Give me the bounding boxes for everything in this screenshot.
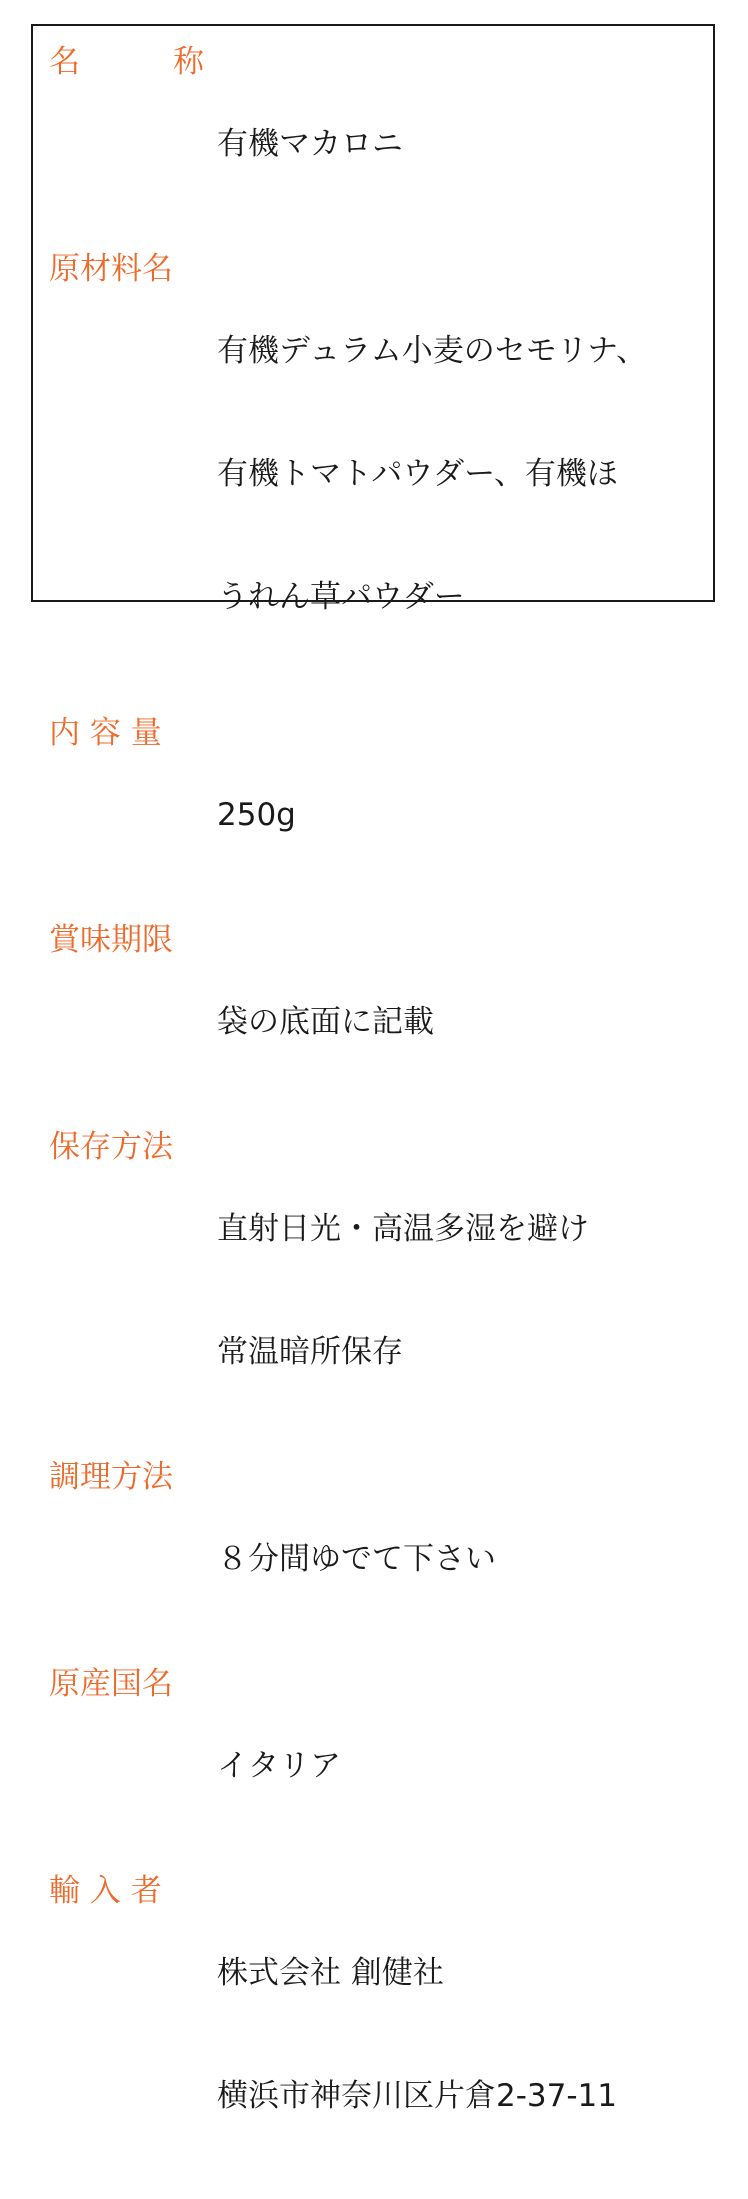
label-desc-importer-line-2: 横浜市神奈川区片倉2-37-11 [217,2078,617,2114]
label-desc-content-volume [217,713,703,918]
label-desc-importer [217,1871,703,2199]
label-row-ingredients [49,249,703,700]
label-rows [49,42,703,2199]
label-desc-storage-line-1: 直射日光・高温多湿を避け [217,1211,589,1247]
label-term-importer: 輸 入 者 [49,1873,162,1909]
label-desc-cooking [217,1457,703,1662]
label-desc-importer-line-1: 株式会社 創健社 [217,1955,444,1991]
label-desc-cooking-line-1: ８分間ゆでて下さい [217,1541,496,1577]
label-term-storage: 保存方法 [49,1129,173,1165]
label-term-best-before: 賞味期限 [49,922,173,958]
label-desc-country-of-origin [217,1664,703,1869]
label-row-name [49,42,703,247]
label-desc-storage [217,1127,703,1455]
label-desc-content-volume-line-1: 250g [217,797,296,833]
label-desc-best-before [217,920,703,1125]
label-row-country-of-origin [49,1664,703,1869]
label-term-country-of-origin: 原産国名 [49,1666,173,1702]
label-row-content-volume [49,713,703,918]
label-desc-best-before-line-1: 袋の底面に記載 [217,1004,434,1040]
label-desc-ingredients-line-3: うれん草パウダー [217,579,465,615]
label-term-content-volume: 内 容 量 [49,715,162,751]
label-row-cooking [49,1457,703,1662]
label-desc-country-of-origin-line-1: イタリア [217,1748,341,1784]
label-desc-storage-line-2: 常温暗所保存 [217,1334,403,1370]
label-row-importer [49,1871,703,2199]
label-term-cooking: 調理方法 [49,1459,173,1495]
label-desc-name [217,42,703,247]
label-desc-ingredients-line-2: 有機トマトパウダー、有機ほ [217,456,618,492]
label-term-ingredients: 原材料名 [49,251,173,287]
label-row-best-before [49,920,703,1125]
label-row-storage [49,1127,703,1455]
label-desc-ingredients [217,249,703,700]
label-desc-ingredients-line-1: 有機デュラム小麦のセモリナ、 [217,333,647,369]
food-label-panel [31,24,715,2114]
label-term-name: 名 称 [49,44,204,80]
label-desc-name-line-1: 有機マカロニ [217,126,403,162]
